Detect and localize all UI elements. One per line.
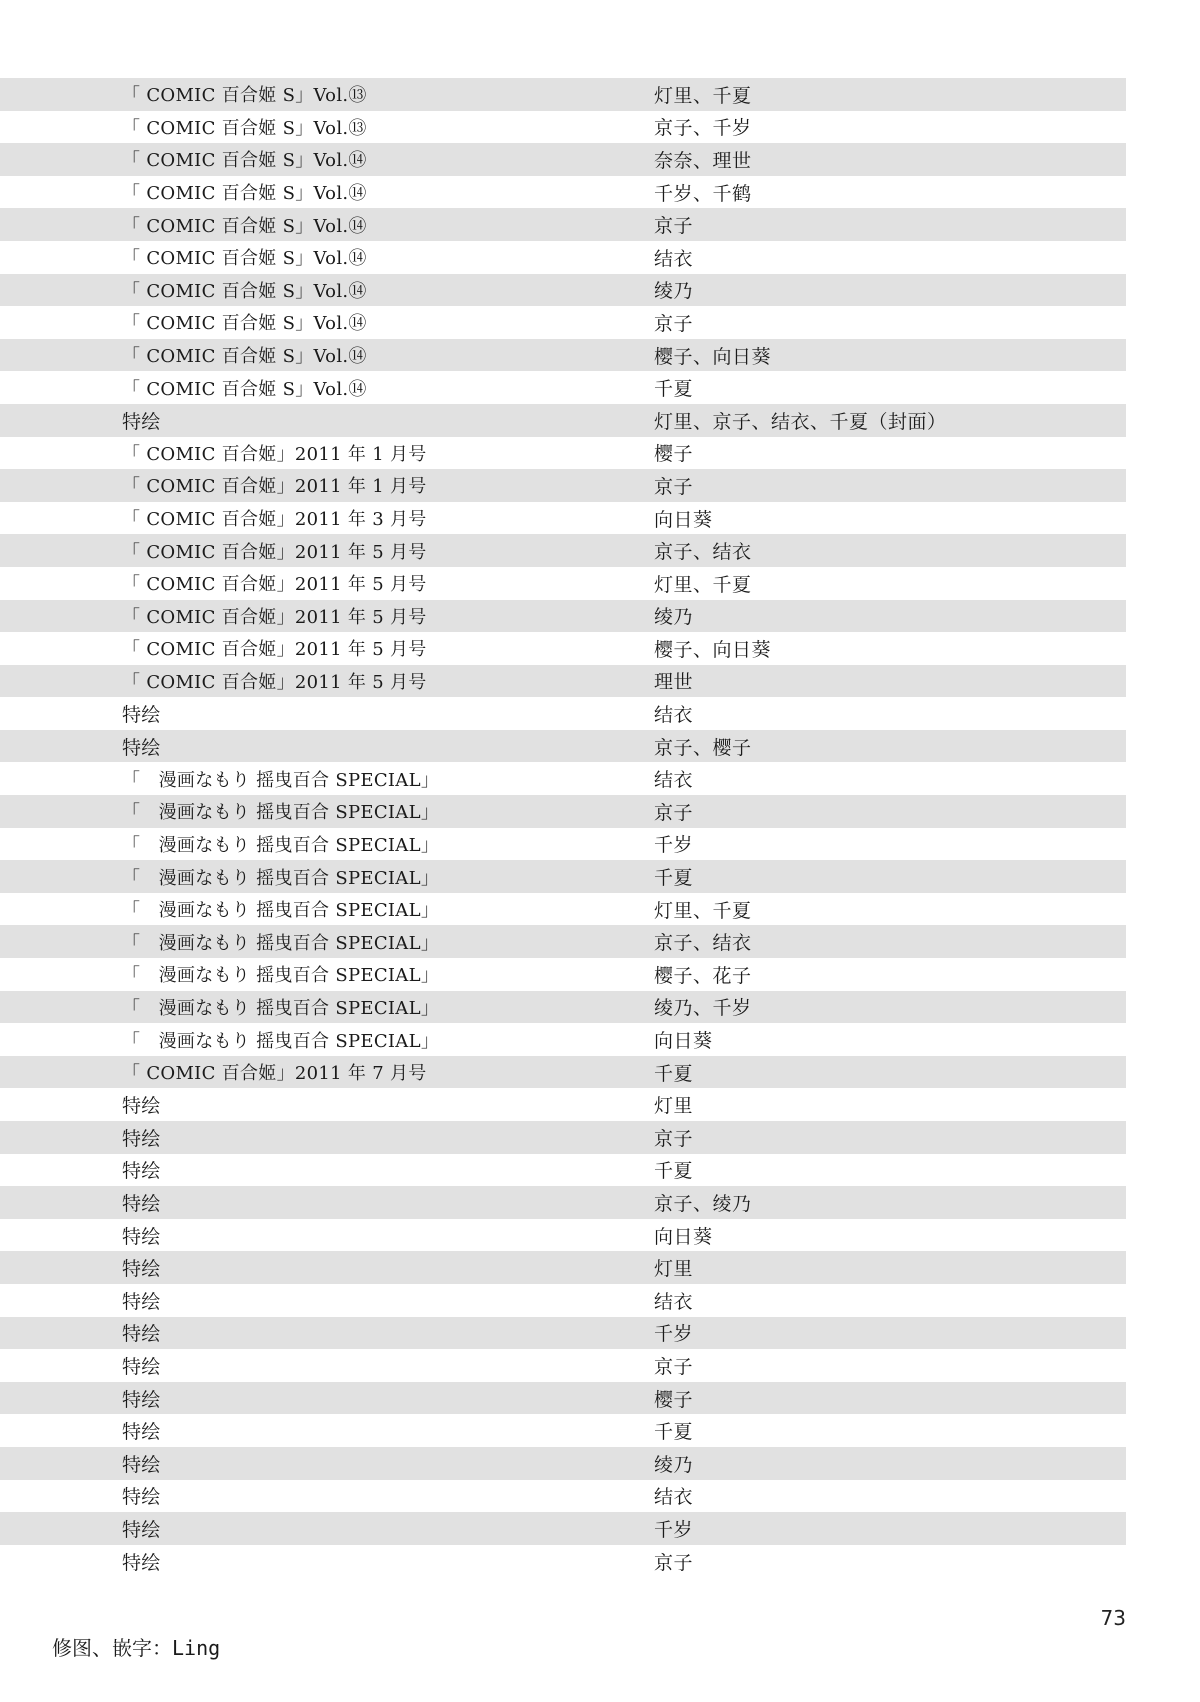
- characters-cell: 京子: [654, 1127, 694, 1150]
- characters-cell: 灯里、千夏: [654, 573, 752, 596]
- list-row: [0, 1219, 1126, 1252]
- list-row: [0, 371, 1126, 404]
- source-cell: 「 漫画なもり 摇曳百合 SPECIAL」: [122, 932, 440, 954]
- characters-cell: 千岁: [654, 1323, 694, 1346]
- characters-cell: 灯里、京子、结衣、千夏（封面）: [654, 410, 947, 433]
- list-row: [0, 306, 1126, 339]
- characters-cell: 向日葵: [654, 508, 713, 531]
- credit-line: 修图、嵌字：Ling: [52, 1636, 221, 1660]
- list-row: [0, 404, 1126, 437]
- characters-cell: 灯里、千夏: [654, 84, 752, 107]
- source-cell: 「 COMIC 百合姬 S」Vol.⑭: [122, 346, 367, 368]
- list-row: [0, 502, 1126, 535]
- list-row: [0, 1251, 1126, 1284]
- characters-cell: 京子: [654, 475, 694, 498]
- list-row: [0, 893, 1126, 926]
- characters-cell: 京子、结衣: [654, 541, 752, 564]
- characters-cell: 京子、结衣: [654, 932, 752, 955]
- characters-cell: 樱子、向日葵: [654, 345, 772, 368]
- list-row: [0, 534, 1126, 567]
- page-number: 73: [1100, 1606, 1126, 1630]
- list-row: [0, 274, 1126, 307]
- list-row: [0, 632, 1126, 665]
- list-row: [0, 469, 1126, 502]
- characters-cell: 向日葵: [654, 1030, 713, 1053]
- source-cell: 「 COMIC 百合姬」2011 年 5 月号: [122, 541, 427, 563]
- characters-cell: 千夏: [654, 1160, 694, 1183]
- characters-cell: 灯里: [654, 1258, 694, 1281]
- source-cell: 「 漫画なもり 摇曳百合 SPECIAL」: [122, 997, 440, 1019]
- source-cell: 「 漫画なもり 摇曳百合 SPECIAL」: [122, 802, 440, 824]
- source-cell: 「 漫画なもり 摇曳百合 SPECIAL」: [122, 867, 440, 889]
- characters-cell: 樱子: [654, 443, 694, 466]
- characters-cell: 结衣: [654, 1290, 694, 1313]
- source-cell: 「 COMIC 百合姬」2011 年 7 月号: [122, 1063, 427, 1085]
- source-cell: 「 漫画なもり 摇曳百合 SPECIAL」: [122, 769, 440, 791]
- characters-cell: 理世: [654, 671, 694, 694]
- source-cell: 特绘: [122, 1258, 161, 1281]
- source-cell: 「 COMIC 百合姬」2011 年 1 月号: [122, 443, 427, 465]
- source-cell: 「 COMIC 百合姬 S」Vol.⑭: [122, 248, 367, 270]
- source-cell: 「 COMIC 百合姬 S」Vol.⑬: [122, 117, 367, 139]
- list-row: [0, 860, 1126, 893]
- list-row: [0, 1284, 1126, 1317]
- list-row: [0, 1023, 1126, 1056]
- list-row: [0, 1088, 1126, 1121]
- list-row: [0, 1154, 1126, 1187]
- source-cell: 「 COMIC 百合姬 S」Vol.⑭: [122, 150, 367, 172]
- list-row: [0, 1447, 1126, 1480]
- list-row: [0, 208, 1126, 241]
- source-cell: 「 COMIC 百合姬」2011 年 5 月号: [122, 639, 427, 661]
- source-cell: 「 COMIC 百合姬 S」Vol.⑭: [122, 183, 367, 205]
- characters-cell: 千岁、千鹤: [654, 182, 752, 205]
- characters-cell: 京子、樱子: [654, 736, 752, 759]
- source-cell: 特绘: [122, 1355, 161, 1378]
- list-row: [0, 1121, 1126, 1154]
- characters-cell: 京子、千岁: [654, 117, 752, 140]
- source-cell: 特绘: [122, 1421, 161, 1444]
- source-cell: 特绘: [122, 410, 161, 433]
- characters-cell: 绫乃: [654, 1453, 694, 1476]
- source-cell: 「 COMIC 百合姬 S」Vol.⑭: [122, 378, 367, 400]
- source-cell: 特绘: [122, 1388, 161, 1411]
- list-row: [0, 795, 1126, 828]
- characters-cell: 结衣: [654, 247, 694, 270]
- source-cell: 「 COMIC 百合姬 S」Vol.⑭: [122, 215, 367, 237]
- list-row: [0, 437, 1126, 470]
- characters-cell: 结衣: [654, 769, 694, 792]
- characters-cell: 千夏: [654, 378, 694, 401]
- list-row: [0, 925, 1126, 958]
- characters-cell: 京子: [654, 1355, 694, 1378]
- list-row: [0, 1349, 1126, 1382]
- illustration-listing: [0, 78, 1126, 1577]
- source-cell: 「 漫画なもり 摇曳百合 SPECIAL」: [122, 1030, 440, 1052]
- list-row: [0, 78, 1126, 111]
- characters-cell: 京子: [654, 215, 694, 238]
- list-row: [0, 1186, 1126, 1219]
- list-row: [0, 730, 1126, 763]
- list-row: [0, 1382, 1126, 1415]
- list-row: [0, 1545, 1126, 1578]
- list-row: [0, 1317, 1126, 1350]
- characters-cell: 京子: [654, 1551, 694, 1574]
- source-cell: 特绘: [122, 736, 161, 759]
- source-cell: 特绘: [122, 1192, 161, 1215]
- source-cell: 「 漫画なもり 摇曳百合 SPECIAL」: [122, 834, 440, 856]
- list-row: [0, 111, 1126, 144]
- source-cell: 特绘: [122, 1551, 161, 1574]
- source-cell: 特绘: [122, 1518, 161, 1541]
- source-cell: 「 COMIC 百合姬」2011 年 3 月号: [122, 509, 427, 531]
- source-cell: 特绘: [122, 1225, 161, 1248]
- list-row: [0, 339, 1126, 372]
- list-row: [0, 241, 1126, 274]
- characters-cell: 千岁: [654, 1518, 694, 1541]
- source-cell: 特绘: [122, 704, 161, 727]
- source-cell: 「 漫画なもり 摇曳百合 SPECIAL」: [122, 965, 440, 987]
- source-cell: 「 COMIC 百合姬 S」Vol.⑬: [122, 85, 367, 107]
- characters-cell: 结衣: [654, 704, 694, 727]
- source-cell: 「 COMIC 百合姬」2011 年 1 月号: [122, 476, 427, 498]
- list-row: [0, 697, 1126, 730]
- source-cell: 「 COMIC 百合姬」2011 年 5 月号: [122, 606, 427, 628]
- characters-cell: 千夏: [654, 867, 694, 890]
- list-row: [0, 600, 1126, 633]
- characters-cell: 绫乃、千岁: [654, 997, 752, 1020]
- source-cell: 「 COMIC 百合姬 S」Vol.⑭: [122, 280, 367, 302]
- characters-cell: 奈奈、理世: [654, 149, 752, 172]
- source-cell: 特绘: [122, 1290, 161, 1313]
- source-cell: 「 COMIC 百合姬」2011 年 5 月号: [122, 671, 427, 693]
- source-cell: 特绘: [122, 1127, 161, 1150]
- source-cell: 「 COMIC 百合姬」2011 年 5 月号: [122, 574, 427, 596]
- list-row: [0, 958, 1126, 991]
- list-row: [0, 828, 1126, 861]
- list-row: [0, 1056, 1126, 1089]
- characters-cell: 千岁: [654, 834, 694, 857]
- list-row: [0, 762, 1126, 795]
- characters-cell: 千夏: [654, 1421, 694, 1444]
- source-cell: 特绘: [122, 1486, 161, 1509]
- list-row: [0, 1414, 1126, 1447]
- characters-cell: 灯里、千夏: [654, 899, 752, 922]
- list-row: [0, 1512, 1126, 1545]
- list-row: [0, 665, 1126, 698]
- characters-cell: 樱子: [654, 1388, 694, 1411]
- characters-cell: 绫乃: [654, 280, 694, 303]
- characters-cell: 京子: [654, 801, 694, 824]
- characters-cell: 樱子、向日葵: [654, 638, 772, 661]
- source-cell: 特绘: [122, 1323, 161, 1346]
- list-row: [0, 1480, 1126, 1513]
- characters-cell: 千夏: [654, 1062, 694, 1085]
- characters-cell: 京子: [654, 312, 694, 335]
- list-row: [0, 176, 1126, 209]
- characters-cell: 京子、绫乃: [654, 1192, 752, 1215]
- characters-cell: 绫乃: [654, 606, 694, 629]
- list-row: [0, 567, 1126, 600]
- source-cell: 「 漫画なもり 摇曳百合 SPECIAL」: [122, 900, 440, 922]
- characters-cell: 结衣: [654, 1486, 694, 1509]
- source-cell: 「 COMIC 百合姬 S」Vol.⑭: [122, 313, 367, 335]
- characters-cell: 灯里: [654, 1095, 694, 1118]
- list-row: [0, 143, 1126, 176]
- source-cell: 特绘: [122, 1453, 161, 1476]
- list-row: [0, 991, 1126, 1024]
- characters-cell: 向日葵: [654, 1225, 713, 1248]
- source-cell: 特绘: [122, 1160, 161, 1183]
- source-cell: 特绘: [122, 1095, 161, 1118]
- characters-cell: 樱子、花子: [654, 964, 752, 987]
